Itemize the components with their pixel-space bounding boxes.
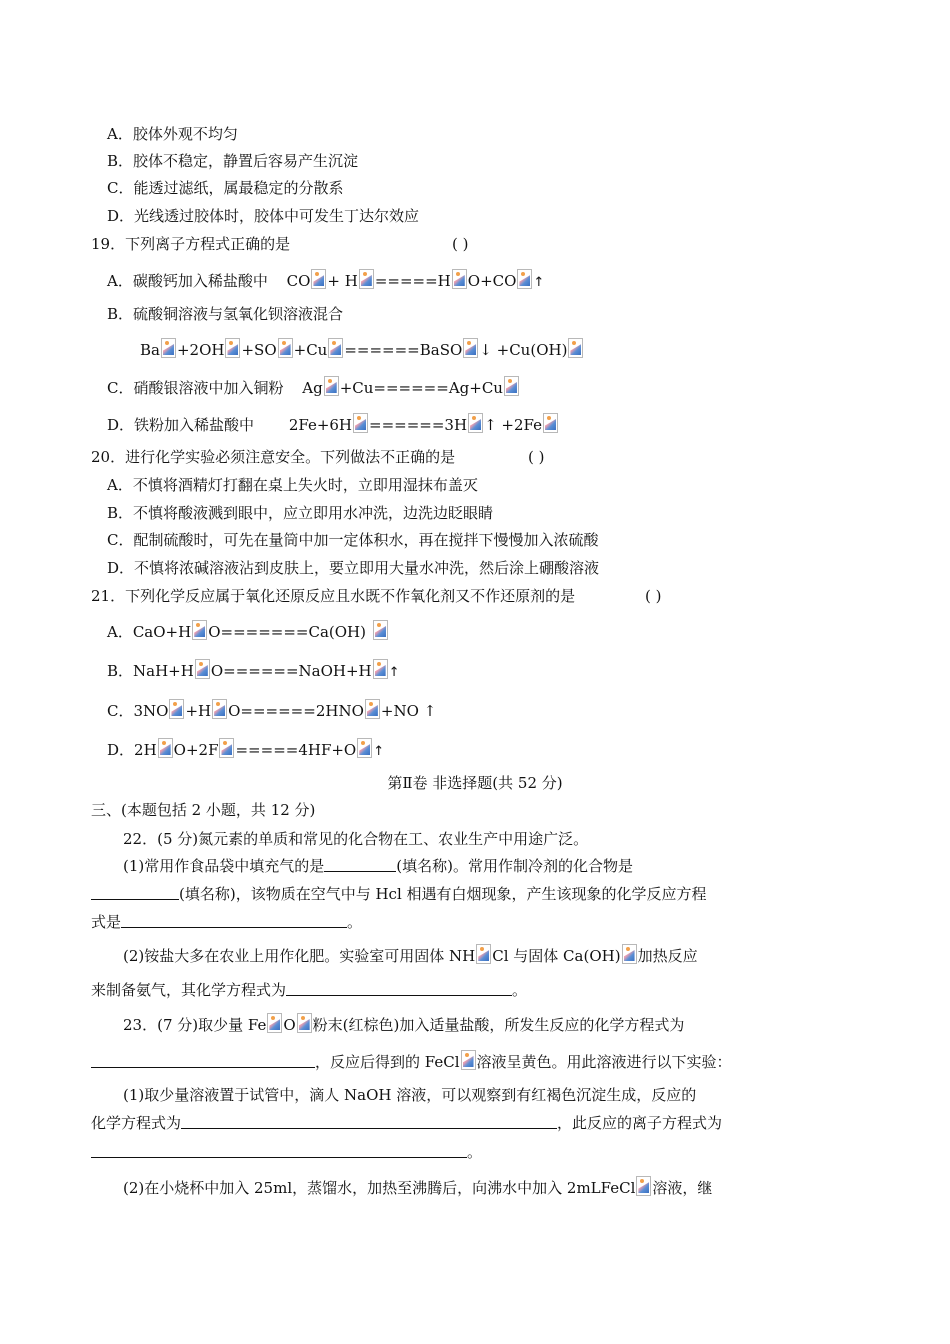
subscript-image-icon xyxy=(357,738,372,758)
answer-blank[interactable] xyxy=(91,1053,315,1068)
formula-part: O======NaOH+H xyxy=(210,662,372,680)
formula-part: O======2HNO xyxy=(228,702,364,720)
q18-option-c: C．能透过滤纸，属最稳定的分散系 xyxy=(107,179,344,197)
subscript-image-icon xyxy=(161,338,176,358)
q19-option-b-formula xyxy=(140,338,584,360)
q20-option-a: A．不慎将酒精灯打翻在桌上失火时，立即用湿抹布盖灭 xyxy=(107,476,478,494)
gas-arrow-icon: ↑ xyxy=(388,665,400,680)
formula-part: ======3H xyxy=(369,416,468,434)
subscript-image-icon xyxy=(195,659,210,679)
q20-stem: 20．进行化学实验必须注意安全。下列做法不正确的是 xyxy=(91,448,456,466)
section-title: 第Ⅱ卷 非选择题(共 52 分) xyxy=(387,774,563,792)
q18-option-a: A．胶体外观不均匀 xyxy=(107,125,238,143)
subscript-image-icon xyxy=(324,376,339,396)
formula-part: ↑ +2Fe xyxy=(484,416,542,434)
answer-blank[interactable] xyxy=(121,913,347,928)
q19-a-formula xyxy=(287,272,545,290)
formula-part: ↓ +Cu(OH) xyxy=(479,341,568,359)
q22-part2-line1 xyxy=(123,944,698,966)
subscript-image-icon xyxy=(622,944,637,964)
answer-blank[interactable] xyxy=(91,1143,467,1158)
text-segment: 。 xyxy=(347,913,363,931)
subscript-image-icon xyxy=(225,338,240,358)
q20-answer-paren: ( ) xyxy=(528,448,545,466)
q18-option-b: B．胶体不稳定，静置后容易产生沉淀 xyxy=(107,152,359,170)
formula-part: ======BaSO xyxy=(344,341,463,359)
q19-option-d xyxy=(107,413,559,435)
formula-part: C．3NO xyxy=(107,702,169,720)
q19-c-formula xyxy=(302,379,520,397)
formula-part: +H xyxy=(185,702,212,720)
subscript-image-icon xyxy=(192,620,207,640)
text-segment: 加热反应 xyxy=(637,947,698,965)
q19-c-text: C．硝酸银溶液中加入铜粉 xyxy=(107,379,284,397)
q21-answer-paren: ( ) xyxy=(645,587,662,605)
q21-option-c xyxy=(107,699,436,721)
answer-blank[interactable] xyxy=(324,857,396,872)
q21-option-b xyxy=(107,659,400,683)
q20-option-c: C．配制硫酸时，可先在量筒中加一定体积水，再在搅拌下慢慢加入浓硫酸 xyxy=(107,531,599,549)
text-segment: (2)在小烧杯中加入 25ml，蒸馏水，加热至沸腾后，向沸水中加入 2mLFeCl xyxy=(123,1179,636,1197)
formula-part: +Cu======Ag+Cu xyxy=(339,379,503,397)
text-segment: 来制备氨气，其化学方程式为 xyxy=(91,981,287,999)
formula-part: +SO xyxy=(241,341,277,359)
text-segment: ，反应后得到的 FeCl xyxy=(315,1053,460,1071)
formula-part: O=======Ca(OH) xyxy=(208,623,366,641)
subscript-image-icon xyxy=(365,699,380,719)
subscript-image-icon xyxy=(353,413,368,433)
text-segment: O xyxy=(283,1016,296,1034)
q23-part1-line2 xyxy=(91,1113,722,1133)
formula-part: Ba xyxy=(140,341,160,359)
text-segment: 粉末(红棕色)加入适量盐酸，所发生反应的化学方程式为 xyxy=(312,1016,685,1034)
q22-part1-line3 xyxy=(91,912,362,932)
text-segment: (填名称)，该物质在空气中与 Hcl 相遇有白烟现象，产生该现象的化学反应方程 xyxy=(179,885,707,903)
text-segment: 式是 xyxy=(91,913,122,931)
q23-part1-line1: (1)取少量溶液置于试管中，滴人 NaOH 溶液，可以观察到有红褐色沉淀生成，反应的 xyxy=(123,1086,697,1104)
subscript-image-icon xyxy=(504,376,519,396)
q22-part1-line1 xyxy=(123,856,633,876)
subscript-image-icon xyxy=(219,738,234,758)
q19-stem: 19．下列离子方程式正确的是 xyxy=(91,235,291,253)
subscript-image-icon xyxy=(517,269,532,289)
formula-part: 2Fe+6H xyxy=(288,416,353,434)
q23-stem xyxy=(123,1013,684,1035)
q22-part2-line2 xyxy=(91,980,527,1000)
text-segment: 23．(7 分)取少量 Fe xyxy=(123,1016,267,1034)
subscript-image-icon xyxy=(461,1050,476,1070)
q19-d-formula xyxy=(289,416,559,434)
q20-option-d: D．不慎将浓碱溶液沾到皮肤上，要立即用大量水冲洗，然后涂上硼酸溶液 xyxy=(107,559,600,577)
text-segment: (1)常用作食品袋中填充气的是 xyxy=(123,857,325,875)
subscript-image-icon xyxy=(373,659,388,679)
formula-part: D．2H xyxy=(107,741,157,759)
gas-arrow-icon: ↑ xyxy=(373,744,385,759)
q19-option-b-text: B．硫酸铜溶液与氢氧化钡溶液混合 xyxy=(107,305,344,323)
subscript-image-icon xyxy=(452,269,467,289)
formula-part: =====H xyxy=(374,272,451,290)
text-segment: (2)铵盐大多在农业上用作化肥。实验室可用固体 NH xyxy=(123,947,476,965)
answer-blank[interactable] xyxy=(91,885,179,900)
formula-part: +NO ↑ xyxy=(380,702,437,720)
q23-part2-line1 xyxy=(123,1176,712,1198)
text-segment: 。 xyxy=(512,981,528,999)
subscript-image-icon xyxy=(568,338,583,358)
q21-option-a xyxy=(107,620,389,642)
text-segment: Cl 与固体 Ca(OH) xyxy=(492,947,621,965)
subscript-image-icon xyxy=(373,620,388,640)
q19-a-text: A．碳酸钙加入稀盐酸中 xyxy=(107,272,268,290)
formula-part: B．NaH+H xyxy=(107,662,194,680)
subscript-image-icon xyxy=(468,413,483,433)
q23-line2 xyxy=(91,1050,732,1072)
formula-part: O+CO xyxy=(467,272,517,290)
formula-part: + H xyxy=(327,272,358,290)
text-segment: 化学方程式为 xyxy=(91,1114,182,1132)
q22-stem: 22．(5 分)氮元素的单质和常见的化合物在工、农业生产中用途广泛。 xyxy=(123,830,589,848)
subscript-image-icon xyxy=(158,738,173,758)
answer-blank[interactable] xyxy=(286,981,512,996)
answer-blank[interactable] xyxy=(181,1114,557,1129)
subscript-image-icon xyxy=(636,1176,651,1196)
formula-part: +Cu xyxy=(293,341,328,359)
subscript-image-icon xyxy=(212,699,227,719)
subscript-image-icon xyxy=(169,699,184,719)
q18-option-d: D．光线透过胶体时，胶体中可发生丁达尔效应 xyxy=(107,207,420,225)
formula-part: +2OH xyxy=(176,341,225,359)
q19-option-c xyxy=(107,376,520,398)
formula-part: O+2F xyxy=(173,741,219,759)
subscript-image-icon xyxy=(297,1013,312,1033)
subscript-image-icon xyxy=(328,338,343,358)
subscript-image-icon xyxy=(267,1013,282,1033)
subscript-image-icon xyxy=(311,269,326,289)
subscript-image-icon xyxy=(463,338,478,358)
subscript-image-icon xyxy=(278,338,293,358)
q19-option-a xyxy=(107,269,544,293)
subscript-image-icon xyxy=(476,944,491,964)
text-segment: ，此反应的离子方程式为 xyxy=(557,1114,723,1132)
formula-part: CO xyxy=(286,272,311,290)
part-three-heading: 三、(本题包括 2 小题，共 12 分) xyxy=(91,801,316,819)
q21-option-d xyxy=(107,738,384,762)
text-segment: 溶液，继 xyxy=(652,1179,713,1197)
formula-part: A．CaO+H xyxy=(107,623,192,641)
text-segment: 溶液呈黄色。用此溶液进行以下实验： xyxy=(476,1053,732,1071)
subscript-image-icon xyxy=(543,413,558,433)
formula-part: Ag xyxy=(302,379,323,397)
text-segment: 。 xyxy=(467,1143,483,1161)
text-segment: (填名称)。常用作制冷剂的化合物是 xyxy=(396,857,633,875)
q19-d-text: D．铁粉加入稀盐酸中 xyxy=(107,416,255,434)
q23-part1-line3 xyxy=(91,1142,482,1162)
q19-answer-paren: ( ) xyxy=(452,235,469,253)
q21-stem: 21．下列化学反应属于氧化还原反应且水既不作氧化剂又不作还原剂的是 xyxy=(91,587,576,605)
subscript-image-icon xyxy=(359,269,374,289)
q20-option-b: B．不慎将酸液溅到眼中，应立即用水冲洗，边洗边眨眼睛 xyxy=(107,504,494,522)
q22-part1-line2 xyxy=(91,884,707,904)
formula-part: =====4HF+O xyxy=(235,741,357,759)
gas-arrow-icon: ↑ xyxy=(533,275,545,290)
